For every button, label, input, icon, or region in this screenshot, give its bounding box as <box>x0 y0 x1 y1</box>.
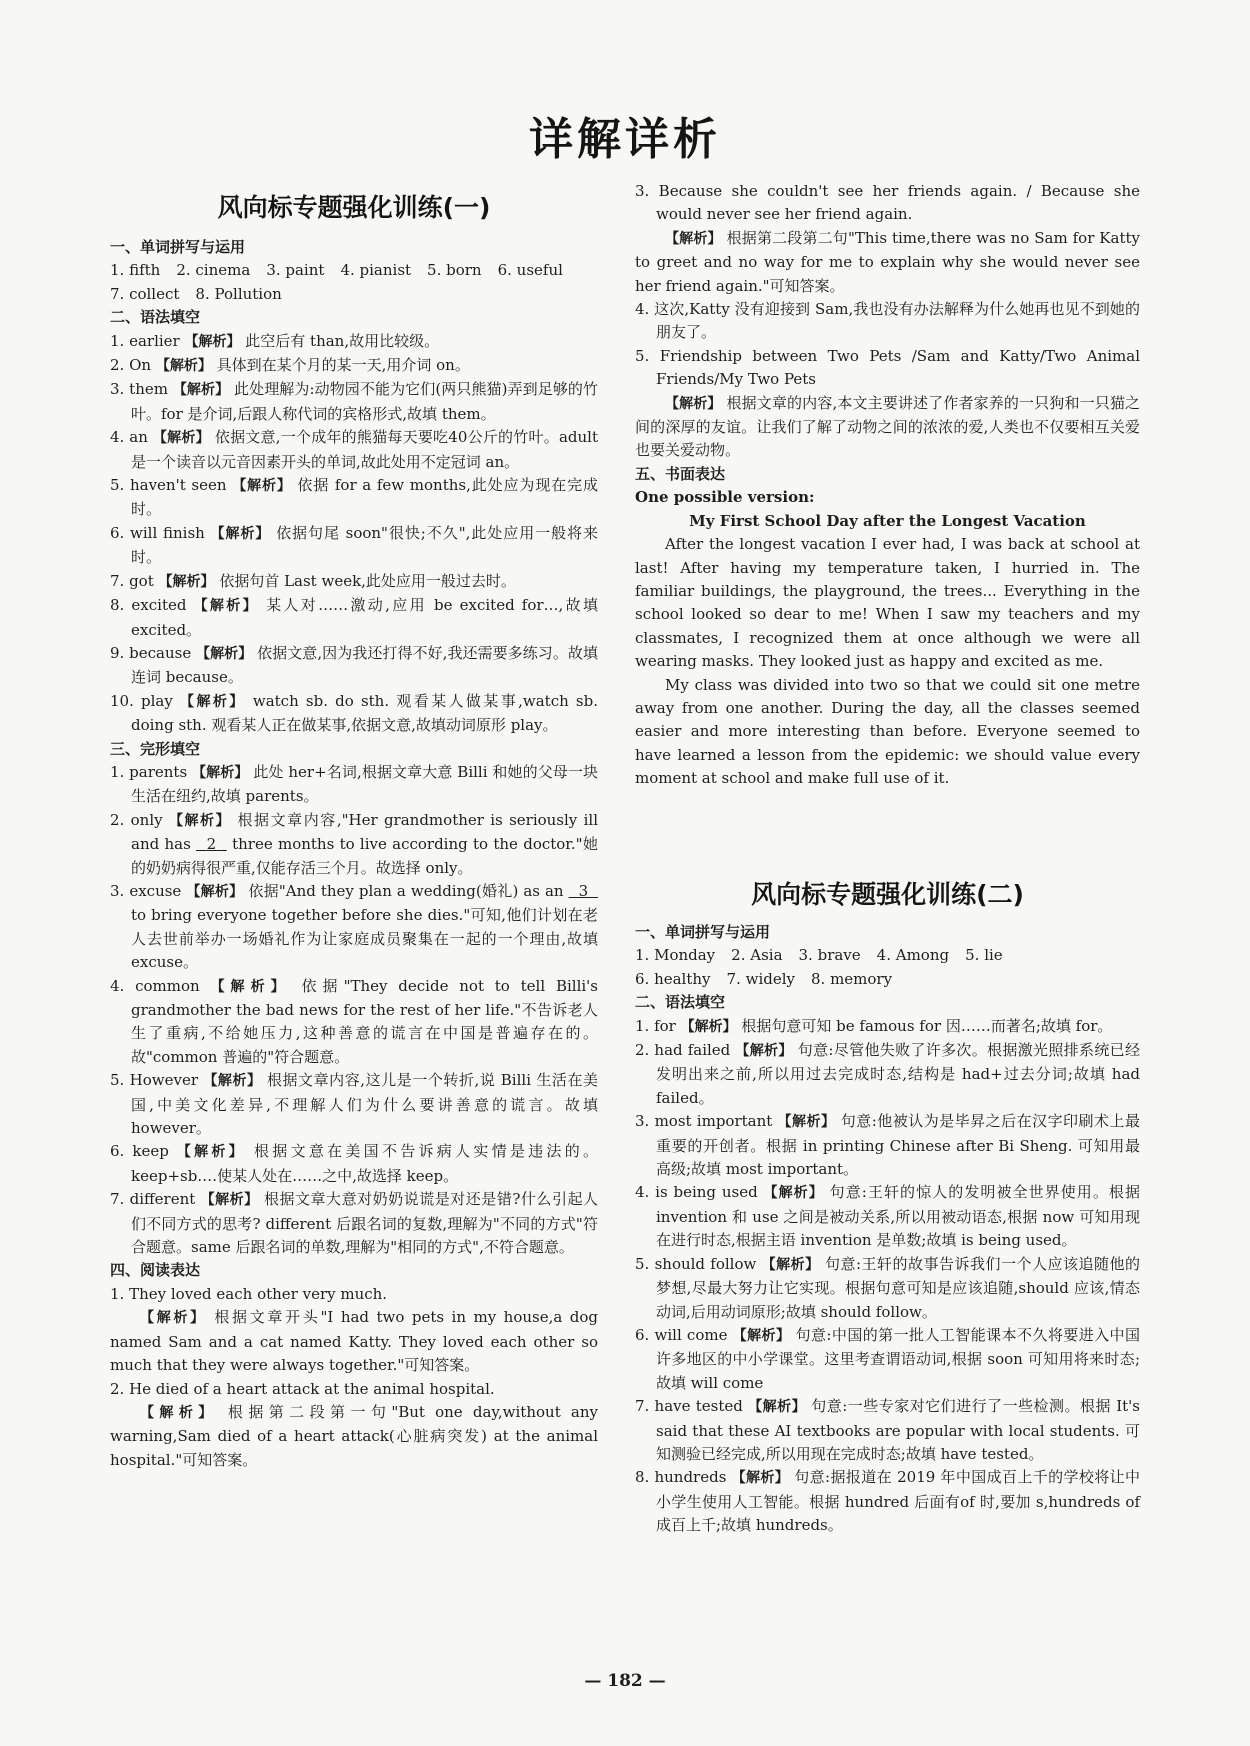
analysis-text: 句意:中国的第一批人工智能课本不久将要进入中国许多地区的中小学课堂。这里考查谓语动词,根据 soon 可知用将来时态;故填 will come <box>656 1325 1140 1392</box>
essay-paragraph-2: My class was divided into two so that we could sit one metre away from one another. During the day, all the classes seemed easier and more interesting than before. Everyone seemed to have learned a lesson from the epidemic: we should value every moment at school and make full use of it. <box>635 675 1140 788</box>
analysis-text: 根据文章开头"I had two pets in my house,a dog named Sam and a cat named Katty. They loved each other so much that they were always together."可知答案。 <box>110 1308 599 1375</box>
analysis-text: 根据第二段第二句"This time,there was no Sam for Katty to greet and no way for me to explain why she would never see her friend again."可知答案。 <box>635 228 1140 295</box>
answer: 3. them <box>110 380 168 399</box>
cloze-item <box>110 975 598 1070</box>
answer: 3. excuse <box>110 881 182 900</box>
analysis-text: 句意:王轩的故事告诉我们一个人应该追随他的梦想,尽最大努力让它实现。根据句意可知是应该追随,should 应该,情态动词,后用动词原形;故填 should follow。 <box>656 1254 1141 1321</box>
answer: 6. will come <box>635 1325 728 1344</box>
word-answers-row-2 <box>635 968 1140 991</box>
grammar-item <box>635 1181 1140 1252</box>
analysis-tag: 【解析】 <box>777 1114 836 1131</box>
section-title-1: 风向标专题强化训练(一) <box>217 193 491 222</box>
analysis-tag: 【解析】 <box>152 430 210 447</box>
grammar-item <box>110 354 598 378</box>
analysis-tag: 【解析】 <box>200 1192 259 1209</box>
word-answer: 8. memory <box>811 969 893 988</box>
word-answer: 2. cinema <box>176 261 251 280</box>
analysis-tag: 【解析】 <box>140 1404 218 1421</box>
grammar-item <box>635 1253 1140 1324</box>
grammar-item <box>110 642 598 690</box>
essay-paragraph-1: After the longest vacation I ever had, I was back at school at last! After having my temperature taken, I hurried in. The familiar buildings, the playground, the trees... Everything in the school looked so dear to me! When I saw my teachers and my classmates, I recognized them at once although we were all wearing masks. They looked just as happy and excited as me. <box>635 535 1140 671</box>
answer: 8. excited <box>110 596 187 615</box>
answer: 5. should follow <box>635 1254 757 1273</box>
answer: 4. an <box>110 428 148 447</box>
word-answer: 4. pianist <box>340 261 412 280</box>
blank-number: 2 <box>206 835 217 854</box>
word-answer: 1. Monday <box>635 946 716 965</box>
analysis-text: 根据文章内容,这儿是一个转折,说 Billi 生活在美国,中美文化差异,不理解人们为什么要讲善意的谎言。故填 however。 <box>131 1071 599 1138</box>
answer: 7. got <box>110 571 154 590</box>
grammar-item <box>110 690 598 738</box>
word-answer: 6. healthy <box>635 969 711 988</box>
analysis-tag: 【解析】 <box>184 333 241 350</box>
answer: 9. because <box>110 643 192 662</box>
page-title: 详解详析 <box>529 114 721 165</box>
analysis-tag: 【解析】 <box>196 645 253 662</box>
reading-answer-5: 5. Friendship between Two Pets /Sam and Katty/Two Animal Friends/My Two Pets <box>635 346 1140 389</box>
answer: 7. have tested <box>635 1397 743 1416</box>
grammar-item <box>110 378 598 426</box>
grammar-item <box>635 1039 1140 1110</box>
analysis-tag: 【解析】 <box>203 1073 262 1090</box>
reading-answer-2: 2. He died of a heart attack at the animal hospital. <box>110 1379 495 1398</box>
analysis-tag: 【解析】 <box>763 1185 824 1202</box>
reading-analysis-2 <box>110 1401 598 1472</box>
grammar-item <box>110 594 598 642</box>
writing-heading: 五、书面表达 <box>635 464 726 483</box>
analysis-text: watch sb. do sth. 观看某人做某事,watch sb. doing sth. 观看某人正在做某事,依据文意,故填动词原形 play。 <box>131 691 598 735</box>
analysis-text: 句意:他被认为是毕昇之后在汉字印刷术上最重要的开创者。根据 in printing Chinese after Bi Sheng. 可知用最高级;故填 most important。 <box>656 1112 1140 1179</box>
possible-version-label: One possible version: <box>635 488 815 507</box>
analysis-text: 依据句尾 soon"很快;不久",此处应用一般将来时。 <box>131 523 599 567</box>
analysis-text: 根据第二段第一句"But one day,without any warning,Sam died of a heart attack(心脏病突发) at the animal hospital."可知答案。 <box>110 1402 598 1469</box>
analysis-tag: 【解析】 <box>680 1018 737 1035</box>
answer: 7. different <box>110 1190 196 1209</box>
word-answer: 6. useful <box>497 261 563 280</box>
word-answer: 4. Among <box>876 946 950 965</box>
analysis-text: 根据文章大意对奶奶说谎是对还是错?什么引起人们不同方式的思考? different 后跟名词的复数,理解为"不同的方式"符合题意。same 后跟名词的单数,理解为"相同的方式",不符合题意。 <box>131 1190 598 1257</box>
analysis-text: 根据文章内容,"Her grandmother is seriously ill and has <box>131 810 598 854</box>
analysis-text: 依据 for a few months,此处应为现在完成时。 <box>131 476 598 519</box>
grammar-item <box>110 330 598 354</box>
analysis-tag: 【解析】 <box>665 395 722 412</box>
word-answer: 1. fifth <box>110 261 161 280</box>
word-answer: 2. Asia <box>731 946 783 965</box>
word-answer: 7. collect <box>110 284 180 303</box>
analysis-tag: 【解析】 <box>665 230 722 247</box>
analysis-text: 具体到在某个月的某一天,用介词 on。 <box>216 356 470 375</box>
answer: 1. for <box>635 1016 676 1035</box>
grammar-item <box>110 426 598 474</box>
word-answer: 7. widely <box>726 969 795 988</box>
left-content <box>110 236 598 1472</box>
word-answer: 8. Pollution <box>195 284 282 303</box>
word-answers-row-1 <box>110 259 598 282</box>
analysis-text: 此处理解为:动物园不能为它们(两只熊猫)弄到足够的竹叶。for 是介词,后跟人称代词的宾格形式,故填 them。 <box>131 380 598 423</box>
analysis-tag: 【解析】 <box>186 883 244 900</box>
grammar-item <box>635 1395 1140 1466</box>
cloze-item <box>110 1069 598 1140</box>
analysis-tag: 【解析】 <box>731 1470 790 1487</box>
analysis-text: 此空后有 than,故用比较级。 <box>245 331 440 350</box>
answer: 3. most important <box>635 1112 773 1131</box>
analysis-tag: 【解析】 <box>176 1144 246 1161</box>
essay-title: My First School Day after the Longest Vacation <box>689 511 1086 530</box>
cloze-item <box>110 1140 598 1188</box>
analysis-text: 句意:尽管他失败了许多次。根据激光照排系统已经发明出来之前,所以用过去完成时态,结构是 had+过去分词;故填 had failed。 <box>656 1041 1140 1107</box>
analysis-text: 此处 her+名词,根据文章大意 Billi 和她的父母一块生活在纽约,故填 parents。 <box>131 762 598 806</box>
word-answer: 3. brave <box>798 946 861 965</box>
analysis-tag: 【解析】 <box>761 1256 820 1273</box>
word-answer: 3. paint <box>266 261 325 280</box>
analysis-tag: 【解析】 <box>210 978 291 995</box>
answer: 1. earlier <box>110 331 180 350</box>
reading-answer-4: 4. 这次,Katty 没有迎接到 Sam,我也没有办法解释为什么她再也见不到她的朋友了。 <box>635 300 1140 342</box>
grammar-item <box>635 1466 1140 1537</box>
cloze-item <box>110 1188 598 1259</box>
analysis-text: 句意:王轩的惊人的发明被全世界使用。根据 invention 和 use 之间是被动关系,所以用被动语态,根据 now 可知用现在进行时态,根据主语 invention 是单数;故填 is being used。 <box>656 1183 1141 1250</box>
analysis-text: 句意:一些专家对它们进行了一些检测。根据 It's said that these AI textbooks are popular with local students. 可知测验已经完成,所以用现在完成时态;故填 have tested。 <box>656 1397 1140 1463</box>
analysis-text: 根据文章的内容,本文主要讲述了作者家养的一只狗和一只猫之间的深厚的友谊。让我们了解了动物之间的浓浓的爱,人类也不仅要相互关爱也要关爱动物。 <box>635 393 1140 460</box>
grammar-heading-2: 二、语法填空 <box>635 993 726 1012</box>
analysis-text: 依据"And they plan a wedding(婚礼) as an <box>248 881 564 900</box>
analysis-tag: 【解析】 <box>193 598 259 615</box>
grammar-item <box>110 570 598 594</box>
cloze-item <box>110 880 598 975</box>
grammar-item <box>635 1110 1140 1181</box>
word-answer: 5. lie <box>965 946 1003 965</box>
cloze-item <box>110 761 598 809</box>
page-number: — 182 — <box>584 1671 666 1691</box>
word-spelling-heading: 一、单词拼写与运用 <box>110 238 246 256</box>
analysis-tag: 【解析】 <box>192 764 249 781</box>
answer: 4. common <box>110 976 200 995</box>
analysis-tag: 【解析】 <box>735 1043 793 1060</box>
grammar-item <box>635 1324 1140 1395</box>
analysis-tag: 【解析】 <box>155 358 212 375</box>
right-content-bottom <box>635 921 1140 1538</box>
answer: 1. parents <box>110 762 188 781</box>
answer: 2. had failed <box>635 1041 731 1060</box>
analysis-text: 依据文意,一个成年的熊猫每天要吃40公斤的竹叶。adult 是一个读音以元音因素开头的单词,故此处用不定冠词 an。 <box>131 428 598 471</box>
grammar-heading: 二、语法填空 <box>110 308 201 327</box>
answer: 2. only <box>110 810 163 829</box>
answer: 10. play <box>110 691 173 710</box>
grammar-item <box>635 1015 1140 1039</box>
analysis-text: 根据文意在美国不告诉病人实情是违法的。keep+sb.…使某人处在……之中,故选择 keep。 <box>131 1142 598 1185</box>
reading-answer-3: 3. Because she couldn't see her friends again. / Because she would never see her friend again. <box>635 182 1140 224</box>
analysis-tag: 【解析】 <box>232 478 292 495</box>
grammar-item <box>110 522 598 570</box>
analysis-tag: 【解析】 <box>210 525 271 542</box>
analysis-text: 依据"They decide not to tell Billi's grandmother the bad news for the rest of her life."不告诉老人生了重病,不给她压力,这种善意的谎言在中国是普遍存在的。故"common 普遍的"符合题意。 <box>131 976 598 1066</box>
reading-analysis-1 <box>110 1306 598 1377</box>
analysis-text: three months to live according to the doctor."她的奶奶病得很严重,仅能存活三个月。故选择 only。 <box>131 835 599 877</box>
answer: 8. hundreds <box>635 1468 727 1487</box>
analysis-text: 根据句意可知 be famous for 因……而著名;故填 for。 <box>741 1016 1113 1035</box>
grammar-item <box>110 474 598 522</box>
analysis-tag: 【解析】 <box>168 812 232 829</box>
reading-heading: 四、阅读表达 <box>110 1261 201 1280</box>
word-answers-row-2 <box>110 283 598 306</box>
reading-analysis-5 <box>635 392 1140 463</box>
answer: 5. However <box>110 1071 198 1090</box>
answer: 2. On <box>110 356 152 375</box>
word-spelling-heading-2: 一、单词拼写与运用 <box>635 923 771 941</box>
cloze-item <box>110 809 598 880</box>
analysis-tag: 【解析】 <box>158 573 215 590</box>
analysis-tag: 【解析】 <box>140 1310 207 1327</box>
analysis-tag: 【解析】 <box>748 1399 807 1416</box>
analysis-tag: 【解析】 <box>172 382 230 399</box>
reading-answer-1: 1. They loved each other very much. <box>110 1284 388 1303</box>
answer: 5. haven't seen <box>110 476 227 495</box>
analysis-text: 某人对……激动,应用 be excited for…,故填 excited。 <box>131 596 599 639</box>
blank-number: 3 <box>578 881 589 900</box>
analysis-tag: 【解析】 <box>732 1327 791 1344</box>
analysis-text: to bring everyone together before she dies."可知,他们计划在老人去世前举办一场婚礼作为让家庭成员聚集在一起的一个理由,故填 excuse。 <box>131 906 598 972</box>
answer: 4. is being used <box>635 1183 758 1202</box>
word-answers-row-1 <box>635 944 1140 967</box>
analysis-text: 句意:据报道在 2019 年中国成百上千的学校将让中小学生使用人工智能。根据 hundred 后面有of 时,要加 s,hundreds of 成百上千;故填 hundreds。 <box>656 1468 1140 1535</box>
analysis-tag: 【解析】 <box>180 693 246 710</box>
analysis-text: 依据句首 Last week,此处应用一般过去时。 <box>219 571 516 590</box>
analysis-text: 依据文意,因为我还打得不好,我还需要多练习。故填连词 because。 <box>131 643 598 687</box>
right-content-top <box>635 180 1140 791</box>
word-answer: 5. born <box>427 261 482 280</box>
section-title-2: 风向标专题强化训练(二) <box>751 880 1024 909</box>
answer: 6. keep <box>110 1142 169 1161</box>
answer: 6. will finish <box>110 523 205 542</box>
reading-analysis-3 <box>635 227 1140 298</box>
cloze-heading: 三、完形填空 <box>110 739 201 758</box>
